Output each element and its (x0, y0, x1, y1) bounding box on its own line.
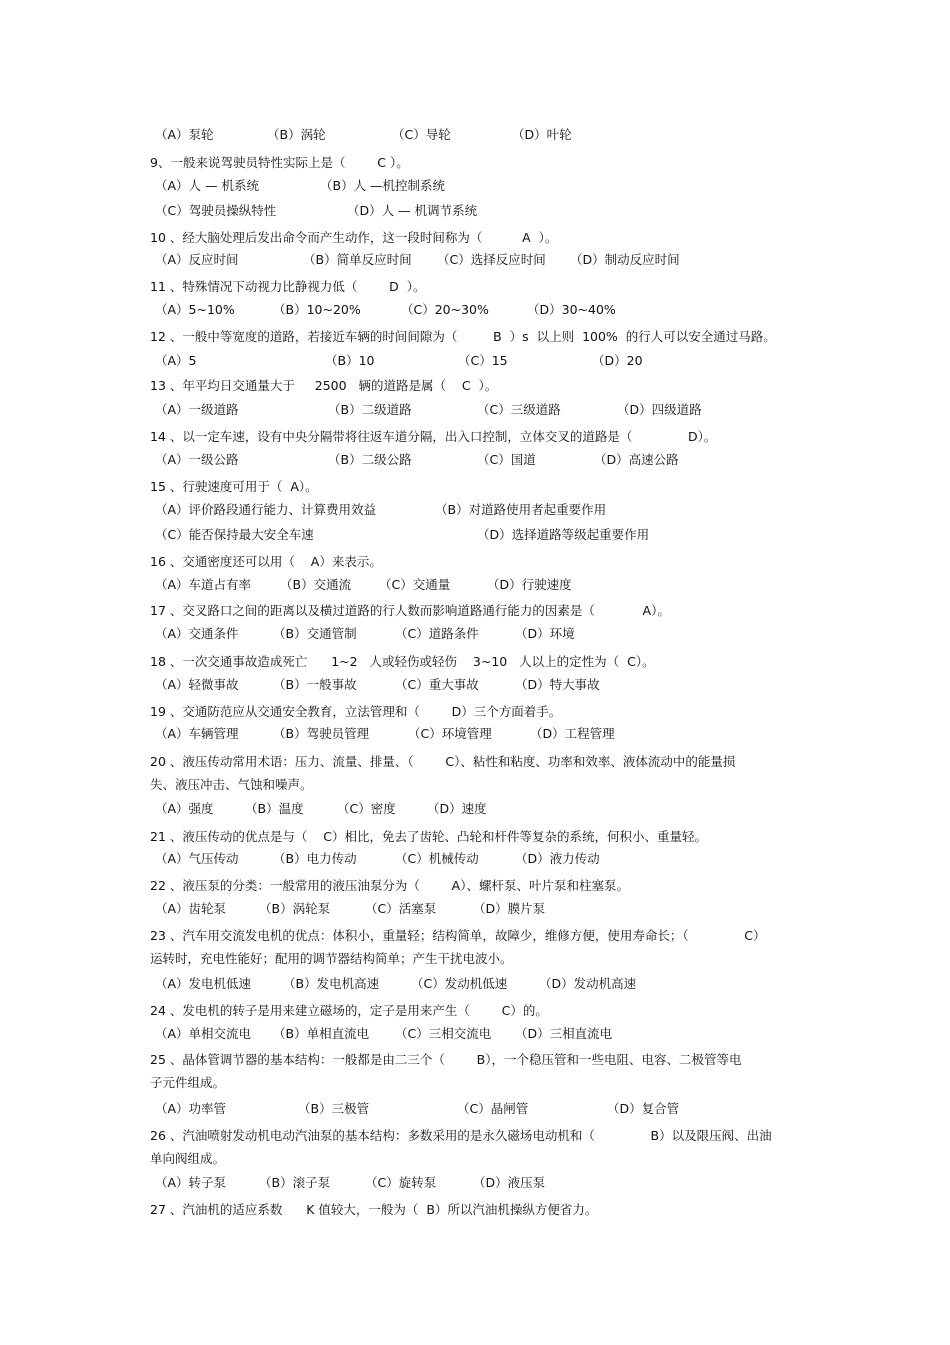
option: （A）反应时间 (155, 252, 239, 267)
question-line: 23 、汽车用交流发电机的优点：体积小，重量轻；结构简单，故障少，维修方便，使用寿命长；（ C） (150, 928, 766, 943)
option: （D）人 — 机调节系统 (347, 203, 478, 218)
option: （D）发动机高速 (539, 976, 637, 991)
option: （B）二级道路 (328, 402, 412, 417)
option: （B）一般事故 (273, 677, 357, 692)
option: （A）齿轮泵 (155, 901, 227, 916)
option: （B）涡轮 (267, 127, 326, 142)
option: （B）对道路使用者起重要作用 (435, 502, 607, 517)
option: （B）交通管制 (273, 626, 357, 641)
option: （A）轻微事故 (155, 677, 239, 692)
option: （C）能否保持最大安全车速 (155, 527, 314, 542)
question-line: 16 、交通密度还可以用（ A）来表示。 (150, 554, 382, 569)
option: （C）机械传动 (395, 851, 479, 866)
question-line: 18 、一次交通事故造成死亡 1~2 人或轻伤或轻伤 3~10 人以上的定性为（ C）。 (150, 654, 655, 669)
option: （C）活塞泵 (365, 901, 437, 916)
question-line: 24 、发电机的转子是用来建立磁场的，定子是用来产生（ C）的。 (150, 1003, 548, 1018)
option: （D）膜片泵 (473, 901, 546, 916)
option: （D）复合管 (607, 1101, 680, 1116)
option: （C）旋转泵 (365, 1175, 437, 1190)
question-line: 11 、特殊情况下动视力比静视力低（ D ）。 (150, 279, 426, 294)
option: （B）简单反应时间 (303, 252, 412, 267)
option: （D）三相直流电 (515, 1026, 613, 1041)
option: （D）四级道路 (617, 402, 702, 417)
option: （D）30~40% (527, 302, 616, 317)
option: （A）一级道路 (155, 402, 239, 417)
option: （A）5~10% (155, 302, 235, 317)
option: （A）转子泵 (155, 1175, 227, 1190)
option: （B）温度 (245, 801, 304, 816)
question-line: 26 、汽油喷射发动机电动汽油泵的基本结构：多数采用的是永久磁场电动机和（ B）以及限压阀、出油 (150, 1128, 772, 1143)
question-line: 失、液压冲击、气蚀和噪声。 (150, 777, 313, 792)
option: （D）制动反应时间 (570, 252, 680, 267)
question-line: 22 、液压泵的分类：一般常用的液压油泵分为（ A）、螺杆泵、叶片泵和柱塞泵。 (150, 878, 629, 893)
option: （D）高速公路 (594, 452, 679, 467)
question-line: 12 、一般中等宽度的道路，若接近车辆的时间间隙为（ B ）s 以上则 100% 的行人可以安全通过马路。 (150, 329, 776, 344)
question-line: 19 、交通防范应从交通安全教育，立法管理和（ D）三个方面着手。 (150, 704, 562, 719)
question-line: 10 、经大脑处理后发出命令而产生动作，这一段时间称为（ A ）。 (150, 230, 558, 245)
option: （A）5 (155, 353, 197, 368)
option: （A）人 — 机系统 (155, 178, 259, 193)
option: （A）车道占有率 (155, 577, 252, 592)
option: （B）人 —机控制系统 (320, 178, 446, 193)
option: （A）强度 (155, 801, 214, 816)
option: （B）涡轮泵 (259, 901, 331, 916)
option: （C）15 (458, 353, 508, 368)
question-line: 9、一般来说驾驶员特性实际上是（ C ）。 (150, 155, 409, 170)
option: （C）选择反应时间 (437, 252, 546, 267)
option: （C）环境管理 (408, 726, 492, 741)
option: （B）单相直流电 (273, 1026, 370, 1041)
option: （C）交通量 (379, 577, 451, 592)
question-line: 27 、汽油机的适应系数 K 值较大，一般为（ B）所以汽油机操纵方便省力。 (150, 1202, 598, 1217)
option: （D）行驶速度 (487, 577, 572, 592)
question-line: 25 、晶体管调节器的基本结构：一般都是由二三个（ B），一个稳压管和一些电阻、电容、二极管等电 (150, 1052, 742, 1067)
option: （C）三相交流电 (395, 1026, 492, 1041)
option: （A）泵轮 (155, 127, 214, 142)
question-line: 子元件组成。 (150, 1075, 226, 1090)
option: （D）特大事故 (515, 677, 600, 692)
option: （D）液力传动 (515, 851, 600, 866)
option: （C）驾驶员操纵特性 (155, 203, 277, 218)
option: （B）二级公路 (328, 452, 412, 467)
option: （A）单相交流电 (155, 1026, 252, 1041)
option: （D）工程管理 (530, 726, 615, 741)
question-line: 13 、年平均日交通量大于 2500 辆的道路是属（ C ）。 (150, 378, 498, 393)
question-line: 15 、行驶速度可用于（ A）。 (150, 479, 318, 494)
option: （C）导轮 (392, 127, 451, 142)
question-line: 21 、液压传动的优点是与（ C）相比，免去了齿轮、凸轮和杆件等复杂的系统，何积小、重量轻。 (150, 829, 708, 844)
option: （A）交通条件 (155, 626, 239, 641)
option: （C）国道 (477, 452, 536, 467)
question-line: 17 、交叉路口之间的距离以及横过道路的行人数而影响道路通行能力的因素是（ A）。 (150, 603, 670, 618)
question-line: 20 、液压传动常用术语：压力、流量、排量、（ C）、粘性和粘度、功率和效率、液体流动中的能量损 (150, 754, 736, 769)
option: （C）三级道路 (477, 402, 561, 417)
question-line: 14 、以一定车速，设有中央分隔带将往返车道分隔，出入口控制，立体交叉的道路是（ D）。 (150, 429, 717, 444)
option: （B）电力传动 (273, 851, 357, 866)
option: （B）发电机高速 (283, 976, 380, 991)
option: （D）液压泵 (473, 1175, 546, 1190)
option: （C）重大事故 (395, 677, 479, 692)
option: （A）功率管 (155, 1101, 227, 1116)
option: （D）环境 (515, 626, 575, 641)
option: （D）20 (592, 353, 643, 368)
option: （D）叶轮 (512, 127, 572, 142)
option: （C）晶闸管 (457, 1101, 529, 1116)
option: （A）车辆管理 (155, 726, 239, 741)
option: （B）滚子泵 (259, 1175, 331, 1190)
option: （C）密度 (337, 801, 396, 816)
option: （A）一级公路 (155, 452, 239, 467)
question-line: 单向阀组成。 (150, 1151, 226, 1166)
option: （C）发动机低速 (411, 976, 508, 991)
option: （A）评价路段通行能力、计算费用效益 (155, 502, 377, 517)
option: （C）道路条件 (395, 626, 479, 641)
question-line: 运转时，充电性能好；配用的调节器结构简单；产生干扰电波小。 (150, 951, 513, 966)
option: （D）选择道路等级起重要作用 (477, 527, 650, 542)
option: （C）20~30% (401, 302, 489, 317)
option: （A）气压传动 (155, 851, 239, 866)
option: （A）发电机低速 (155, 976, 252, 991)
option: （B）10~20% (273, 302, 361, 317)
option: （B）10 (325, 353, 375, 368)
option: （B）交通流 (280, 577, 352, 592)
option: （B）三极管 (298, 1101, 370, 1116)
option: （B）驾驶员管理 (273, 726, 370, 741)
option: （D）速度 (427, 801, 487, 816)
